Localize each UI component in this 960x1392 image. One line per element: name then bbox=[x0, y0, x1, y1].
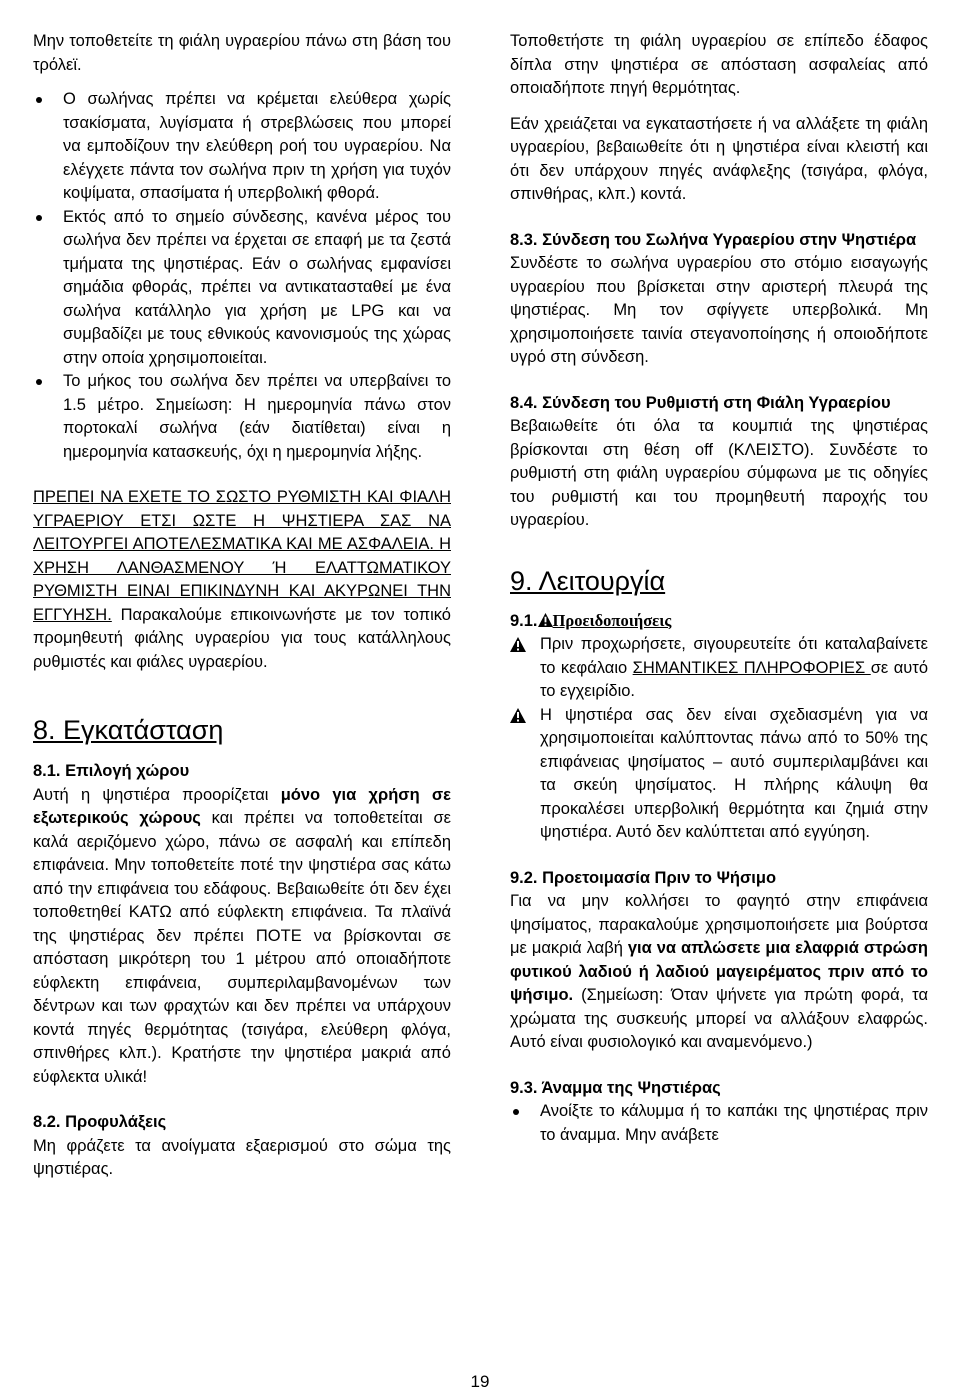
list-item-text: Το μήκος του σωλήνα δεν πρέπει να υπερβαίνει το 1.5 μέτρο. Σημείωση: Η ημερομηνία πάνω στον πορτοκαλί σωλήνα (εάν διατίθεται) είναι η ημερομηνία κατασκευής, όχι η ημερομηνία λήξης. bbox=[63, 372, 451, 461]
warning-item bbox=[510, 633, 928, 704]
bullet-dot-icon bbox=[36, 97, 42, 103]
text-run: (Σημείωση: Όταν ψήνετε για πρώτη φορά, τα χρώματα της συσκευής μπορεί να αλλάξουν ελαφρώς. Αυτό είναι φυσιολογικό και αναμενόμενο.) bbox=[510, 986, 928, 1051]
section-8-2-heading: 8.2. Προφυλάξεις bbox=[33, 1113, 167, 1131]
bullet-dot-icon bbox=[513, 1109, 519, 1115]
section-8-3-text: Συνδέστε το σωλήνα υγραερίου στο στόμιο εισαγωγής υγραερίου που βρίσκεται στην αριστερή πλευρά της ψηστιέρας. Μη τον σφίγγετε υπερβολικά. Μη χρησιμοποιήσετε ταινία στεγανοποίησης ή οποιοδήποτε υγρό στη σύνδεση. bbox=[510, 254, 928, 366]
paragraph: Τοποθετήστε τη φιάλη υγραερίου σε επίπεδο έδαφος δίπλα στην ψηστιέρα σε απόσταση ασφαλείας από οποιαδήποτε πηγή θερμότητας. bbox=[510, 32, 928, 97]
text-run: σε αυτό το εγχειρίδιο. bbox=[540, 658, 929, 700]
left-column bbox=[33, 30, 451, 1182]
bold-text-run: μόνο για χρήση σε εξωτερικούς χώρους bbox=[33, 785, 451, 827]
text-run: Αυτή η ψηστιέρα προορίζεται bbox=[33, 785, 281, 804]
text-run: και πρέπει να τοποθετείται σε καλά αεριζόμενο χώρο, πάνω σε ασφαλή και επίπεδη επιφάνεια. Μην τοποθετείτε ποτέ την ψηστιέρα σας κάτω από την επιφάνεια του εδάφους. Βεβαιωθείτε ότι δεν έχει τοποθετηθεί ΚΑΤΩ από εύφλεκτη επιφάνεια. Τα πλαϊνά της ψηστιέρας δεν πρέπει ΠΟΤΕ να βρίσκονται σε απόσταση μικρότερη του 1 μέτρου από οποιαδήποτε εύφλεκτη επιφάνεια, συμπεριλαμβανομένων των δέντρων και των φραχτών και δεν πρέπει να υπάρχουν κοντά πηγές θερμότητας (τσιγάρα, ελεύθερη φλόγα, σπινθήρες κλπ.). Κρατήστε την ψηστιέρα μακριά από εύφλεκτα υλικά! bbox=[33, 809, 451, 1086]
section-9-2-heading: 9.2. Προετοιμασία Πριν το Ψήσιμο bbox=[510, 868, 777, 887]
section-8-2-text: Μη φράζετε τα ανοίγματα εξαερισμού στο σώμα της ψηστιέρας. bbox=[33, 1136, 451, 1178]
section-8-3-heading: 8.3. Σύνδεση του Σωλήνα Υγραερίου στην Ψηστιέρα bbox=[510, 230, 917, 249]
important-info-reference: ΣΗΜΑΝΤΙΚΕΣ ΠΛΗΡΟΦΟΡΙΕΣ bbox=[632, 658, 871, 677]
section-number: 9.1. bbox=[510, 611, 538, 630]
section-9-3-heading: 9.3. Άναμμα της Ψηστιέρας bbox=[510, 1078, 721, 1097]
section-8-1-text bbox=[33, 784, 451, 1090]
warning-triangle-icon bbox=[510, 637, 526, 652]
warning-triangle-icon bbox=[510, 708, 526, 723]
warnings-label: Προειδοποιήσεις bbox=[552, 610, 672, 630]
right-column bbox=[510, 30, 928, 1147]
paragraph: Μην τοποθετείτε τη φιάλη υγραερίου πάνω στη βάση του τρόλεϊ. bbox=[33, 32, 451, 74]
warning-text: Η ψηστιέρα σας δεν είναι σχεδιασμένη για να χρησιμοποιείται καλύπτοντας πάνω από το 50% της επιφάνειας ψησίματος – αυτό συμπεριλαμβάνει και τα σκεύη ψησίματος. Η πλήρης κάλυψη θα προκαλέσει υπερβολική θερμότητα και ζημιά στην ψηστιέρα. Αυτό δεν καλύπτεται από εγγύηση. bbox=[540, 705, 928, 841]
list-item-text: Εκτός από το σημείο σύνδεσης, κανένα μέρος του σωλήνα δεν πρέπει να έρχεται σε επαφή με τα ζεστά τμήματα της ψηστιέρας. Εάν ο σωλήνας εμφανίσει σημάδια φθοράς, πρέπει να αντικατασταθεί με ένα σωλήνα κατάλληλο για χρήση με LPG και να συμβαδίζει με τους εθνικούς κανονισμούς της χώρας στην οποία χρησιμοποιείται. bbox=[63, 207, 451, 367]
section-8-title: 8. Εγκατάσταση bbox=[33, 715, 224, 745]
list-item bbox=[33, 88, 451, 206]
section-8-1-heading: 8.1. Επιλογή χώρου bbox=[33, 762, 190, 780]
section-9-title: 9. Λειτουργία bbox=[510, 565, 666, 596]
list-item-text: Ανοίξτε το κάλυμμα ή το καπάκι της ψηστιέρας πριν το άναμμα. Μην ανάβετε bbox=[540, 1102, 928, 1144]
warning-triangle-icon bbox=[538, 613, 553, 627]
warning-paragraph bbox=[33, 486, 451, 674]
warning-item bbox=[510, 704, 928, 845]
list-item bbox=[510, 1100, 928, 1147]
bullet-dot-icon bbox=[36, 379, 42, 385]
warning-rest-text: Παρακαλούμε επικοινωνήστε με τον τοπικό προμηθευτή φιάλης υγραερίου για τους κατάλληλους ρυθμιστές και φιάλες υγραερίου. bbox=[33, 605, 451, 671]
section-8-4-heading: 8.4. Σύνδεση του Ρυθμιστή στη Φιάλη Υγραερίου bbox=[510, 393, 891, 412]
section-8-4-text: Βεβαιωθείτε ότι όλα τα κουμπιά της ψηστιέρας βρίσκονται στη θέση off (ΚΛΕΙΣΤΟ). Συνδέστε το ρυθμιστή στη φιάλη υγραερίου σύμφωνα με τις οδηγίες του ρυθμιστή και του προμηθευτή παροχής του υγραερίου. bbox=[510, 417, 928, 529]
warning-caps-text: ΠΡΕΠΕΙ ΝΑ ΕΧΕΤΕ ΤΟ ΣΩΣΤΟ ΡΥΘΜΙΣΤΗ ΚΑΙ ΦΙΑΛΗ ΥΓΡΑΕΡΙΟΥ ΕΤΣΙ ΩΣΤΕ Η ΨΗΣΤΙΕΡΑ ΣΑΣ ΝΑ ΛΕΙΤΟΥΡΓΕΙ ΑΠΟΤΕΛΕΣΜΑΤΙΚΑ ΚΑΙ ΜΕ ΑΣΦΑΛΕΙΑ. Η ΧΡΗΣΗ ΛΑΝΘΑΣΜΕΝΟΥ Ή ΕΛΑΤΤΩΜΑΤΙΚΟΥ ΡΥΘΜΙΣΤΗ ΕΙΝΑΙ ΕΠΙΚΙΝΔΥΝΗ ΚΑΙ ΑΚΥΡΩΝΕΙ ΤΗΝ ΕΓΓΥΗΣΗ. bbox=[33, 488, 451, 624]
page-number: 19 bbox=[470, 1372, 490, 1391]
section-9-1-heading bbox=[510, 609, 928, 634]
list-item bbox=[33, 370, 451, 464]
list-item bbox=[33, 206, 451, 371]
section-9-2-text bbox=[510, 890, 928, 1055]
bold-text-run: για να απλώσετε μια ελαφριά στρώση φυτικού λαδιού ή λαδιού μαγειρέματος πριν από το ψήσιμο. bbox=[510, 939, 928, 1004]
paragraph: Εάν χρειάζεται να εγκαταστήσετε ή να αλλάξετε τη φιάλη υγραερίου, βεβαιωθείτε ότι η ψηστιέρα είναι κλειστή και ότι δεν υπάρχουν πηγές ανάφλεξης (τσιγάρα, φλόγα, σπινθήρας, κλπ.) κοντά. bbox=[510, 114, 928, 203]
bullet-dot-icon bbox=[36, 215, 42, 221]
list-item-text: Ο σωλήνας πρέπει να κρέμεται ελεύθερα χωρίς τσακίσματα, λυγίσματα ή στρεβλώσεις που μπορεί να εμποδίζουν την ελεύθερη ροή του υγραερίου. Να ελέγχετε πάντα τον σωλήνα πριν τη χρήση για τυχόν κοψίματα, σπασίματα ή υπερβολική φθορά. bbox=[63, 90, 451, 202]
text-run: Πριν προχωρήσετε, σιγουρευτείτε ότι καταλαβαίνετε το κεφάλαιο bbox=[540, 635, 928, 677]
text-run: Για να μην κολλήσει το φαγητό στην επιφάνεια ψησίματος, παρακαλούμε χρησιμοποιήσετε μια βούρτσα με μακριά λαβή bbox=[510, 892, 928, 957]
